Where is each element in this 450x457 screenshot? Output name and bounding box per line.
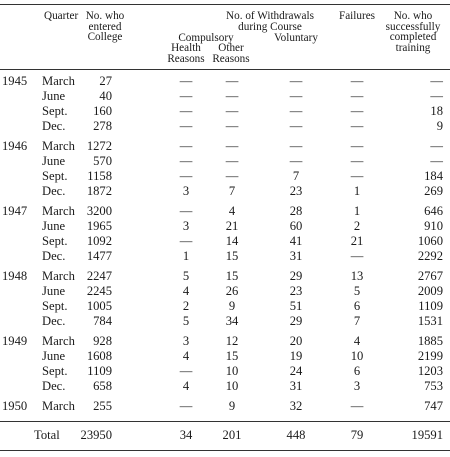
entered-cell: 1272 (86, 139, 112, 153)
table-row (0, 284, 450, 299)
year-cell: 1949 (2, 334, 28, 348)
successful-cell: 747 (424, 399, 443, 413)
total-other: 201 (222, 428, 242, 442)
other-cell: — (225, 169, 239, 183)
quarter-cell: Sept. (42, 299, 68, 313)
health-cell: 5 (182, 269, 190, 283)
health-cell: — (179, 234, 193, 248)
quarter-cell: March (42, 74, 75, 88)
header-rule (0, 69, 450, 70)
quarter-cell: March (42, 334, 75, 348)
quarter-cell: Sept. (42, 364, 68, 378)
failures-cell: — (350, 249, 364, 263)
successful-cell: 646 (424, 204, 443, 218)
health-cell: 4 (182, 284, 190, 298)
quarter-cell: March (42, 399, 75, 413)
other-cell: 15 (225, 249, 239, 263)
entered-cell: 255 (93, 399, 112, 413)
quarter-cell: June (42, 154, 66, 168)
quarter-cell: Sept. (42, 104, 68, 118)
successful-cell: 269 (424, 184, 443, 198)
table-row (0, 349, 450, 364)
quarter-cell: June (42, 349, 66, 363)
other-cell: 9 (228, 299, 236, 313)
voluntary-cell: 7 (292, 169, 300, 183)
successful-cell: 1885 (417, 334, 443, 348)
quarter-cell: June (42, 219, 66, 233)
health-cell: — (179, 119, 193, 133)
failures-cell: 10 (350, 349, 364, 363)
other-cell: 15 (225, 349, 239, 363)
failures-cell: 2 (353, 219, 361, 233)
voluntary-cell: 29 (289, 314, 303, 328)
quarter-cell: Dec. (42, 249, 66, 263)
health-cell: — (179, 154, 193, 168)
other-cell: 34 (225, 314, 239, 328)
header-compulsory: Compulsory (178, 32, 234, 44)
successful-cell: — (430, 89, 443, 103)
header-failures: Failures (338, 10, 376, 22)
entered-cell: 1608 (86, 349, 112, 363)
failures-cell: 21 (350, 234, 364, 248)
successful-cell: 2199 (417, 349, 443, 363)
table-row (0, 234, 450, 249)
other-cell: 4 (228, 204, 236, 218)
entered-cell: 2247 (86, 269, 112, 283)
failures-cell: 1 (353, 204, 361, 218)
successful-cell: 184 (424, 169, 443, 183)
header-withdrawals: No. of Withdrawals during Course (226, 10, 314, 33)
failures-cell: — (350, 169, 364, 183)
top-rule (0, 4, 450, 5)
entered-cell: 1158 (87, 169, 112, 183)
header-successful: No. who successfully completed training (385, 10, 441, 54)
header-health: Health Reasons (167, 42, 205, 65)
table-row (0, 269, 450, 284)
successful-cell: 1060 (417, 234, 443, 248)
voluntary-cell: 19 (289, 349, 303, 363)
voluntary-cell: 29 (289, 269, 303, 283)
health-cell: — (179, 364, 193, 378)
successful-cell: 910 (424, 219, 443, 233)
successful-cell: 1203 (417, 364, 443, 378)
table-row (0, 299, 450, 314)
table-row (0, 184, 450, 199)
other-cell: 26 (225, 284, 239, 298)
quarter-cell: June (42, 284, 66, 298)
table-row (0, 219, 450, 234)
entered-cell: 2245 (86, 284, 112, 298)
table-row (0, 169, 450, 184)
voluntary-cell: 23 (289, 284, 303, 298)
health-cell: — (179, 399, 193, 413)
quarter-cell: March (42, 204, 75, 218)
bottom-rule (0, 450, 450, 451)
year-cell: 1947 (2, 204, 28, 218)
failures-cell: — (350, 89, 364, 103)
header-quarter: Quarter (44, 10, 79, 22)
table-row (0, 399, 450, 414)
other-cell: — (225, 89, 239, 103)
failures-cell: 5 (353, 284, 361, 298)
table-row (0, 314, 450, 329)
health-cell: — (179, 104, 193, 118)
entered-cell: 1109 (87, 364, 112, 378)
voluntary-cell: — (289, 139, 303, 153)
successful-cell: 18 (430, 104, 443, 118)
successful-cell: 1109 (418, 299, 443, 313)
other-cell: 21 (225, 219, 239, 233)
year-cell: 1948 (2, 269, 28, 283)
entered-cell: 1872 (86, 184, 112, 198)
other-cell: 10 (225, 364, 239, 378)
table-row (0, 139, 450, 154)
entered-cell: 784 (93, 314, 112, 328)
year-cell: 1946 (2, 139, 28, 153)
successful-cell: 2009 (417, 284, 443, 298)
failures-cell: — (350, 139, 364, 153)
voluntary-cell: 31 (289, 379, 303, 393)
voluntary-cell: 41 (289, 234, 303, 248)
quarter-cell: Sept. (42, 234, 68, 248)
successful-cell: 753 (424, 379, 443, 393)
voluntary-cell: — (289, 89, 303, 103)
table-row (0, 379, 450, 394)
successful-cell: 2767 (417, 269, 443, 283)
quarter-cell: June (42, 89, 66, 103)
failures-cell: 3 (353, 379, 361, 393)
entered-cell: 278 (93, 119, 112, 133)
voluntary-cell: — (289, 104, 303, 118)
failures-cell: — (350, 104, 364, 118)
other-cell: — (225, 139, 239, 153)
header-voluntary: Voluntary (274, 32, 318, 44)
entered-cell: 658 (93, 379, 112, 393)
other-cell: 9 (228, 399, 236, 413)
voluntary-cell: — (289, 119, 303, 133)
health-cell: 2 (182, 299, 190, 313)
successful-cell: 2292 (417, 249, 443, 263)
voluntary-cell: — (289, 74, 303, 88)
total-row (0, 428, 450, 443)
quarter-cell: Dec. (42, 184, 66, 198)
health-cell: — (179, 204, 193, 218)
health-cell: 5 (182, 314, 190, 328)
voluntary-cell: 28 (289, 204, 303, 218)
failures-cell: 1 (353, 184, 361, 198)
other-cell: — (225, 119, 239, 133)
other-cell: — (225, 74, 239, 88)
failures-cell: 6 (353, 364, 361, 378)
table-row (0, 249, 450, 264)
total-failures: 79 (350, 428, 364, 442)
other-cell: 15 (225, 269, 239, 283)
total-successful: 19591 (411, 428, 443, 442)
voluntary-cell: 31 (289, 249, 303, 263)
entered-cell: 27 (99, 74, 112, 88)
health-cell: — (179, 139, 193, 153)
total-entered: 23950 (80, 428, 112, 442)
header-entered: No. who entered College (85, 10, 125, 43)
quarter-cell: Sept. (42, 169, 68, 183)
failures-cell: — (350, 119, 364, 133)
voluntary-cell: 20 (289, 334, 303, 348)
health-cell: — (179, 74, 193, 88)
voluntary-cell: 24 (289, 364, 303, 378)
voluntary-cell: 23 (289, 184, 303, 198)
other-cell: 10 (225, 379, 239, 393)
quarter-cell: Dec. (42, 119, 66, 133)
table-row (0, 119, 450, 134)
header-other: Other Reasons (212, 42, 250, 65)
voluntary-cell: — (289, 154, 303, 168)
entered-cell: 1477 (86, 249, 112, 263)
failures-cell: — (350, 74, 364, 88)
failures-cell: 6 (353, 299, 361, 313)
quarter-cell: March (42, 139, 75, 153)
year-cell: 1945 (2, 74, 28, 88)
successful-cell: — (430, 74, 443, 88)
total-top-rule (0, 421, 450, 422)
entered-cell: 3200 (86, 204, 112, 218)
other-cell: — (225, 104, 239, 118)
failures-cell: 13 (350, 269, 364, 283)
year-cell: 1950 (2, 399, 28, 413)
other-cell: 12 (225, 334, 239, 348)
voluntary-cell: 60 (289, 219, 303, 233)
quarter-cell: Dec. (42, 379, 66, 393)
table-row (0, 334, 450, 349)
entered-cell: 1092 (86, 234, 112, 248)
health-cell: — (179, 169, 193, 183)
table-row (0, 154, 450, 169)
voluntary-cell: 32 (289, 399, 303, 413)
health-cell: 3 (182, 184, 190, 198)
table-row (0, 89, 450, 104)
health-cell: 3 (182, 219, 190, 233)
health-cell: — (179, 89, 193, 103)
failures-cell: 4 (353, 334, 361, 348)
voluntary-cell: 51 (289, 299, 303, 313)
table-row (0, 204, 450, 219)
entered-cell: 570 (93, 154, 112, 168)
total-voluntary: 448 (286, 428, 306, 442)
quarter-cell: Dec. (42, 314, 66, 328)
successful-cell: 1531 (417, 314, 443, 328)
other-cell: — (225, 154, 239, 168)
total-label: Total (34, 428, 60, 442)
successful-cell: 9 (436, 119, 443, 133)
quarter-cell: March (42, 269, 75, 283)
entered-cell: 1965 (86, 219, 112, 233)
entered-cell: 1005 (86, 299, 112, 313)
failures-cell: — (350, 154, 364, 168)
other-cell: 7 (228, 184, 236, 198)
other-cell: 14 (225, 234, 239, 248)
successful-cell: — (430, 154, 443, 168)
entered-cell: 40 (99, 89, 112, 103)
table-row (0, 364, 450, 379)
health-cell: 1 (182, 249, 190, 263)
table-row (0, 104, 450, 119)
failures-cell: — (350, 399, 364, 413)
entered-cell: 160 (93, 104, 112, 118)
table-row (0, 74, 450, 89)
failures-cell: 7 (353, 314, 361, 328)
entered-cell: 928 (93, 334, 112, 348)
health-cell: 3 (182, 334, 190, 348)
successful-cell: — (430, 139, 443, 153)
total-health: 34 (179, 428, 193, 442)
health-cell: 4 (182, 349, 190, 363)
health-cell: 4 (182, 379, 190, 393)
